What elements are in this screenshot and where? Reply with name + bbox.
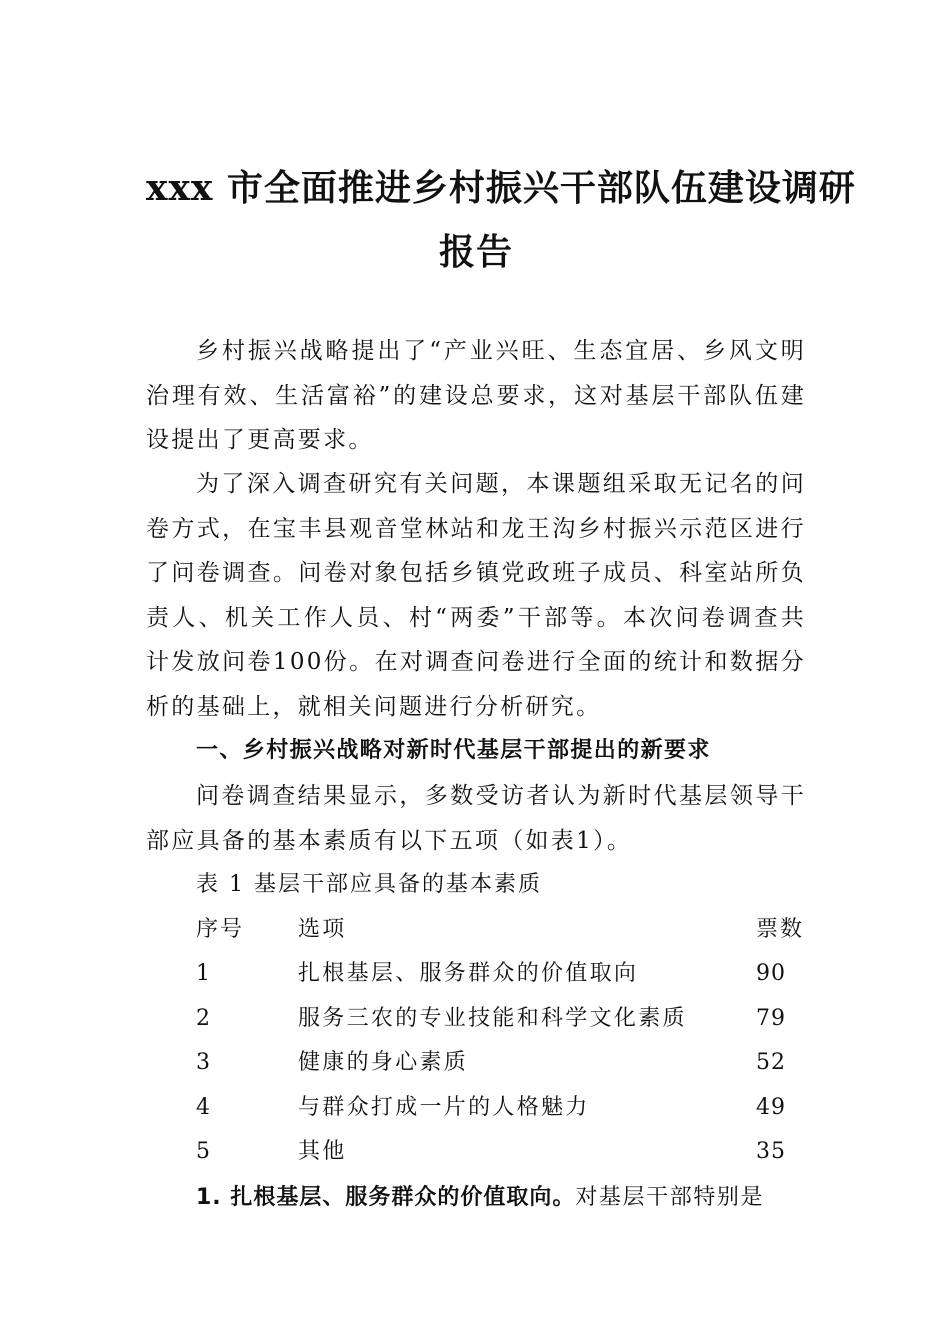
table-cell-no: 5 [196,1139,212,1164]
table-cell-votes: 79 [756,1006,786,1031]
point-1-text: 对基层干部特别是 [575,1185,765,1210]
point-1-heading: 1. 扎根基层、服务群众的价值取向。 [196,1185,576,1210]
document-title-line-2: 报告 [438,231,513,273]
survey-method-paragraph: 为了深入调查研究有关问题，本课题组采取无记名的问卷方式，在宝丰县观音堂林站和龙王沟乡村振兴示范区进行了问卷调查。问卷对象包括乡镇党政班子成员、科室站所负责人、机关工作人员、村“两委”干部等。本次问卷调查共计发放问卷100份。在对调查问卷进行全面的统计和数据分析的基础上，就相关问题进行分析研究。 [146,471,806,720]
table-row [196,1086,806,1130]
table-cell-option: 健康的身心素质 [298,1050,469,1075]
table-header-option: 选项 [298,917,347,942]
table-cell-no: 2 [196,1006,212,1031]
table-caption: 表 1 基层干部应具备的基本素质 [196,872,542,897]
table-cell-no: 3 [196,1050,212,1075]
table-cell-option: 其他 [298,1139,347,1164]
table-header-no: 序号 [196,917,245,942]
document-title-line-1: xxx 市全面推进乡村振兴干部队伍建设调研 [146,167,856,209]
survey-result-paragraph: 问卷调查结果显示，多数受访者认为新时代基层领导干部应具备的基本素质有以下五项（如表1）。 [146,783,806,854]
section-1-heading: 一、乡村振兴战略对新时代基层干部提出的新要求 [196,738,711,763]
table-row [196,1130,806,1174]
table-cell-votes: 52 [756,1050,786,1075]
table-cell-votes: 49 [756,1095,786,1120]
table-cell-option: 与群众打成一片的人格魅力 [298,1095,590,1120]
table-row [196,1041,806,1085]
table-cell-no: 1 [196,961,212,986]
table-row [196,952,806,996]
table-cell-no: 4 [196,1095,212,1120]
point-1-paragraph [196,1176,806,1220]
table-cell-option: 服务三农的专业技能和科学文化素质 [298,1006,687,1031]
table-header-votes: 票数 [756,917,805,942]
table-header-row [196,908,806,952]
table-cell-votes: 35 [756,1139,786,1164]
table-cell-option: 扎根基层、服务群众的价值取向 [298,961,639,986]
intro-paragraph: 乡村振兴战略提出了“产业兴旺、生态宜居、乡风文明治理有效、生活富裕”的建设总要求，这对基层干部队伍建设提出了更高要求。 [146,338,806,453]
table-row [196,997,806,1041]
table-cell-votes: 90 [756,961,786,986]
